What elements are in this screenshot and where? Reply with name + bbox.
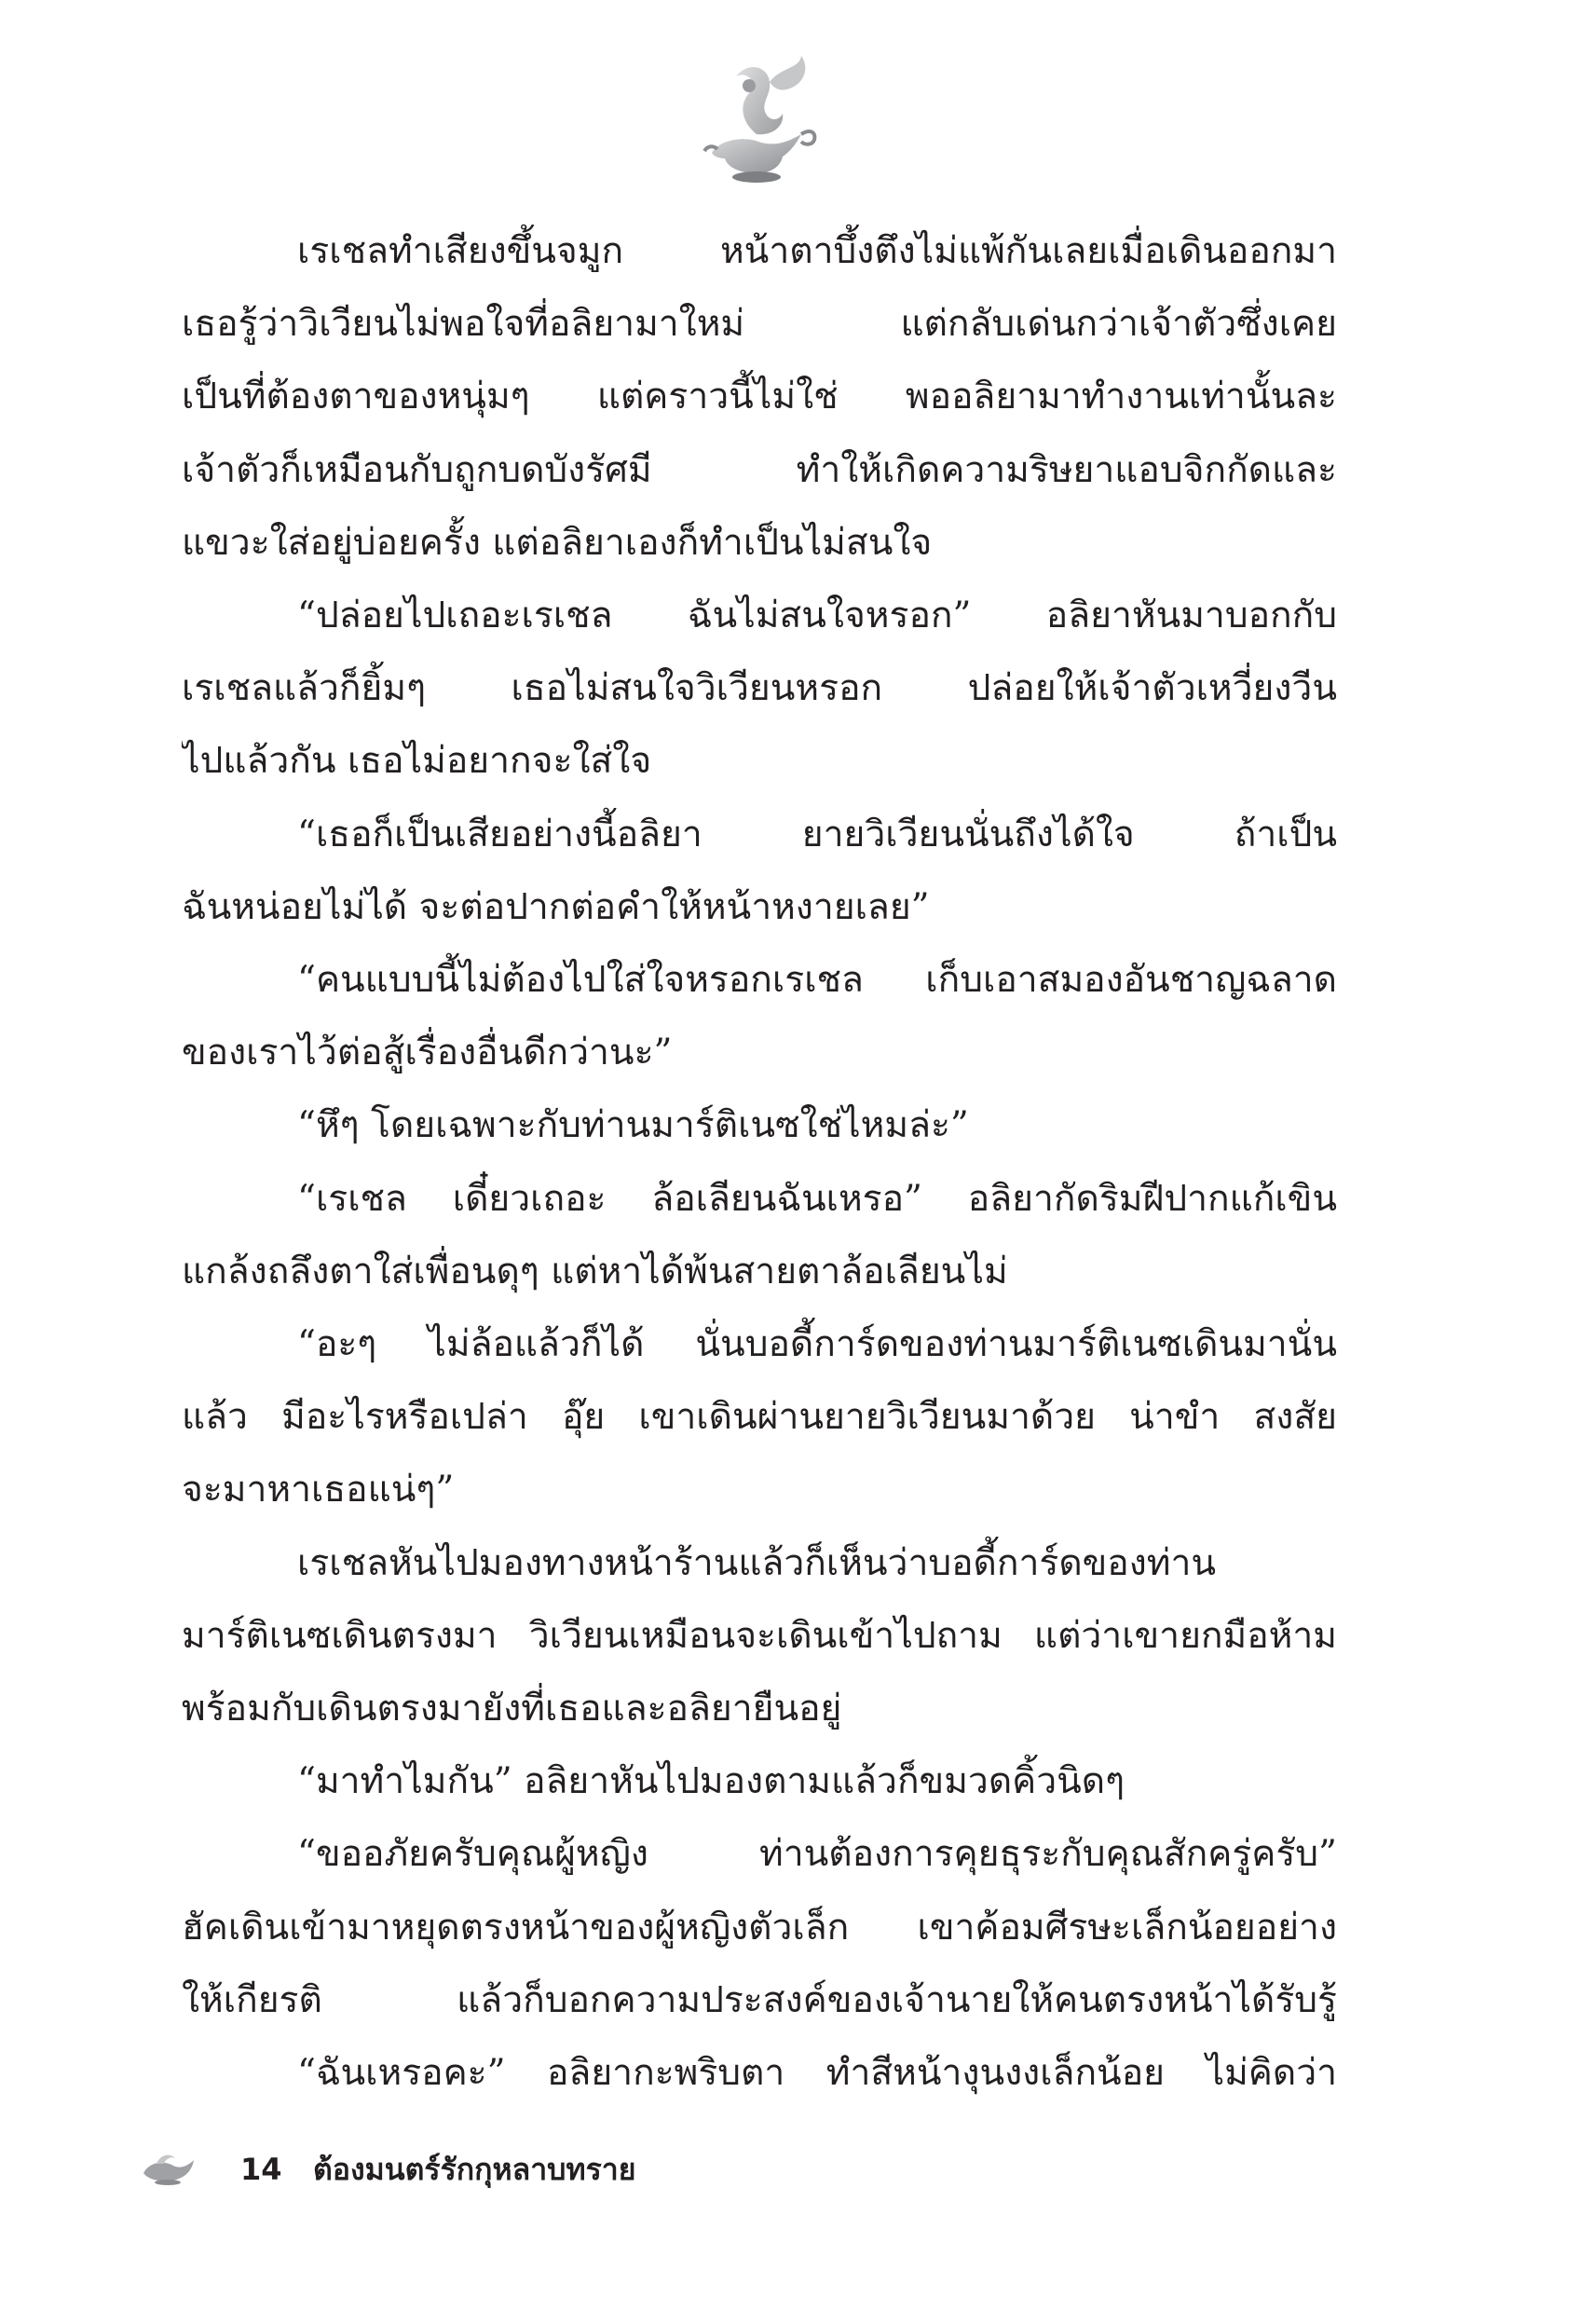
text-line: “หึๆ โดยเฉพาะกับท่านมาร์ติเนซใช่ไหมล่ะ” [297, 1104, 969, 1147]
text-line: แกล้งถลึงตาใส่เพื่อนดุๆ แต่หาได้พ้นสายตาล้อเลียนไม่ [182, 1250, 1008, 1292]
text-line: “ขออภัยครับคุณผู้หญิง ท่านต้องการคุยธุระกับคุณสักครู่ครับ” [297, 1833, 1337, 1876]
text-line: “เธอก็เป็นเสียอย่างนี้อลิยา ยายวิเวียนนั่นถึงได้ใจ ถ้าเป็น [297, 813, 1337, 855]
text-line: เจ้าตัวก็เหมือนกับถูกบดบังรัศมี ทำให้เกิดความริษยาแอบจิกกัดและ [182, 448, 1337, 491]
text-line: “อะๆ ไม่ล้อแล้วก็ได้ นั่นบอดี้การ์ดของท่านมาร์ติเนซเดินมานั่น [297, 1323, 1337, 1365]
text-line: เรเชลทำเสียงขึ้นจมูก หน้าตาบึ้งตึงไม่แพ้กันเลยเมื่อเดินออกมา [297, 230, 1337, 272]
book-title: ต้องมนตร์รักกุหลาบทราย [313, 2152, 636, 2187]
text-line: จะมาหาเธอแน่ๆ” [182, 1469, 455, 1511]
text-line: “มาทำไมกัน” อลิยาหันไปมองตามแล้วก็ขมวดคิ้วนิดๆ [297, 1760, 1125, 1803]
text-line: เป็นที่ต้องตาของหนุ่มๆ แต่คราวนี้ไม่ใช่ พออลิยามาทำงานเท่านั้นละ [182, 376, 1337, 418]
body-text [182, 219, 1337, 2101]
text-line: ของเราไว้ต่อสู้เรื่องอื่นดีกว่านะ” [182, 1032, 673, 1074]
text-line: เธอรู้ว่าวิเวียนไม่พอใจที่อลิยามาใหม่ แต่กลับเด่นกว่าเจ้าตัวซึ่งเคย [182, 303, 1337, 346]
page-number: 14 [240, 2152, 282, 2187]
text-line: ฉันหน่อยไม่ได้ จะต่อปากต่อคำให้หน้าหงายเลย” [182, 885, 930, 928]
text-line: ให้เกียรติ แล้วก็บอกความประสงค์ของเจ้านายให้คนตรงหน้าได้รับรู้ [182, 1978, 1337, 2021]
text-line: แล้ว มีอะไรหรือเปล่า อุ๊ย เขาเดินผ่านยายวิเวียนมาด้วย น่าขำ สงสัย [182, 1396, 1337, 1439]
text-line: ไปแล้วกัน เธอไม่อยากจะใส่ใจ [182, 740, 652, 783]
text-line: มาร์ติเนซเดินตรงมา วิเวียนเหมือนจะเดินเข้าไปถาม แต่ว่าเขายกมือห้าม [182, 1614, 1337, 1657]
text-line: “คนแบบนี้ไม่ต้องไปใส่ใจหรอกเรเชล เก็บเอาสมองอันชาญฉลาด [297, 959, 1337, 1001]
text-line: “ปล่อยไปเถอะเรเชล ฉันไม่สนใจหรอก” อลิยาหันมาบอกกับ [297, 595, 1337, 636]
text-line: ฮัคเดินเข้ามาหยุดตรงหน้าของผู้หญิงตัวเล็ก เขาค้อมศีรษะเล็กน้อยอย่าง [182, 1906, 1337, 1949]
text-line: แขวะใส่อยู่บ่อยครั้ง แต่อลิยาเองก็ทำเป็นไม่สนใจ [182, 521, 933, 564]
genie-lamp-ornament-icon [691, 48, 822, 188]
text-line: เรเชลหันไปมองทางหน้าร้านแล้วก็เห็นว่าบอดี้การ์ดของท่าน [297, 1541, 1217, 1584]
text-line: เรเชลแล้วก็ยิ้มๆ เธอไม่สนใจวิเวียนหรอก ปล่อยให้เจ้าตัวเหวี่ยงวีน [182, 667, 1337, 710]
lamp-footer-icon [140, 2149, 198, 2186]
text-line: พร้อมกับเดินตรงมายังที่เธอและอลิยายืนอยู่ [182, 1688, 842, 1730]
page-footer [140, 2143, 978, 2199]
text-line: “เรเชล เดี๋ยวเถอะ ล้อเลียนฉันเหรอ” อลิยากัดริมฝีปากแก้เขิน [297, 1177, 1337, 1220]
text-line: “ฉันเหรอคะ” อลิยากะพริบตา ทำสีหน้างุนงงเล็กน้อย ไม่คิดว่า [297, 2052, 1337, 2094]
